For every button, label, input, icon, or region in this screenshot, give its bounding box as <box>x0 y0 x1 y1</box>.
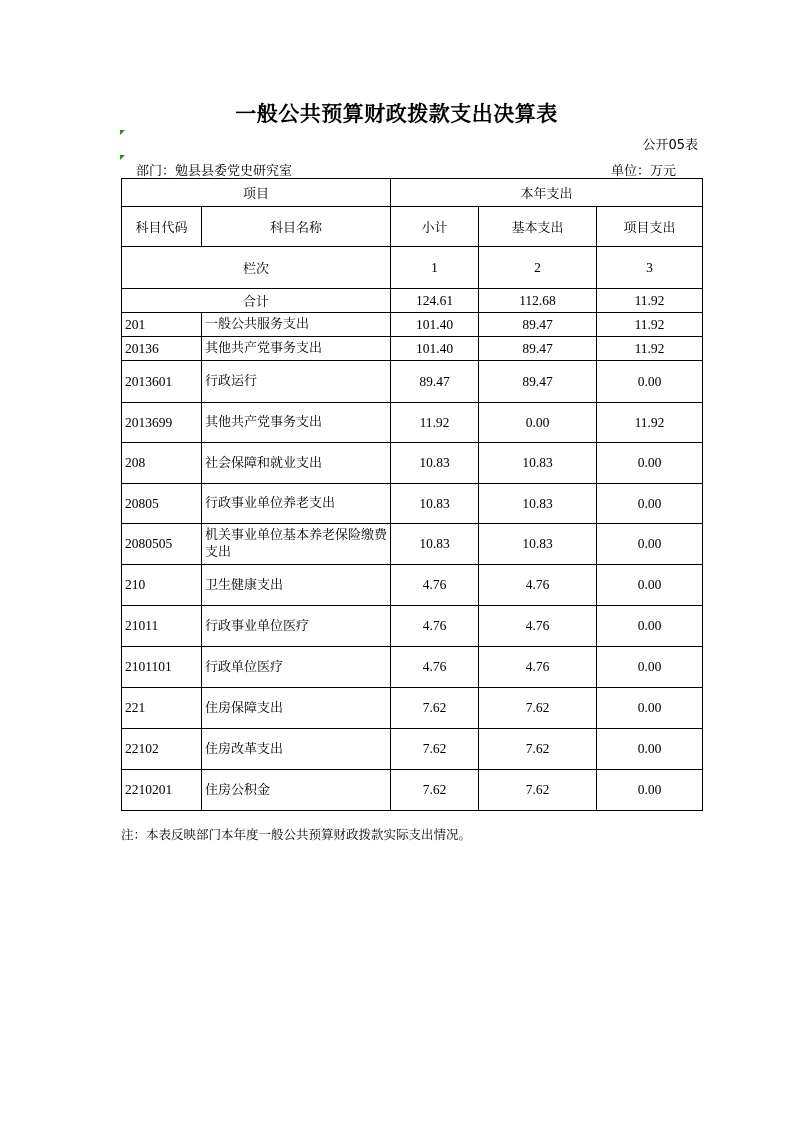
row-subtotal: 7.62 <box>391 770 479 811</box>
header-current-year: 本年支出 <box>391 179 703 207</box>
row-name: 住房公积金 <box>202 770 391 811</box>
row-name: 行政单位医疗 <box>202 647 391 688</box>
row-subtotal: 10.83 <box>391 524 479 565</box>
row-name: 社会保障和就业支出 <box>202 443 391 484</box>
total-basic: 112.68 <box>479 289 597 313</box>
header-project-expense: 项目支出 <box>597 207 703 247</box>
row-basic: 7.62 <box>479 688 597 729</box>
row-name: 住房保障支出 <box>202 688 391 729</box>
department-label: 部门：勉县县委党史研究室 <box>136 164 293 179</box>
footnote: 注：本表反映部门本年度一般公共预算财政拨款实际支出情况。 <box>121 827 472 842</box>
row-project: 0.00 <box>597 361 703 403</box>
row-basic: 10.83 <box>479 524 597 565</box>
row-basic: 89.47 <box>479 337 597 361</box>
row-project: 0.00 <box>597 565 703 606</box>
total-row <box>122 289 703 313</box>
row-subtotal: 101.40 <box>391 313 479 337</box>
row-code: 2080505 <box>122 524 202 565</box>
row-project: 11.92 <box>597 313 703 337</box>
column-number-2: 2 <box>479 247 597 289</box>
total-subtotal: 124.61 <box>391 289 479 313</box>
cell-marker-icon <box>120 155 125 160</box>
row-basic: 4.76 <box>479 606 597 647</box>
row-subtotal: 7.62 <box>391 729 479 770</box>
total-project: 11.92 <box>597 289 703 313</box>
table-row <box>122 770 703 811</box>
row-subtotal: 11.92 <box>391 403 479 443</box>
table-row <box>122 688 703 729</box>
row-basic: 10.83 <box>479 443 597 484</box>
row-project: 11.92 <box>597 337 703 361</box>
table-row <box>122 606 703 647</box>
row-project: 11.92 <box>597 403 703 443</box>
table-row <box>122 484 703 524</box>
row-name: 行政运行 <box>202 361 391 403</box>
header-name: 科目名称 <box>202 207 391 247</box>
row-code: 221 <box>122 688 202 729</box>
page-title: 一般公共预算财政拨款支出决算表 <box>235 102 558 126</box>
table-row <box>122 729 703 770</box>
row-subtotal: 7.62 <box>391 688 479 729</box>
row-basic: 0.00 <box>479 403 597 443</box>
row-name: 其他共产党事务支出 <box>202 337 391 361</box>
row-code: 22102 <box>122 729 202 770</box>
header-column-order: 栏次 <box>122 247 391 289</box>
column-number-1: 1 <box>391 247 479 289</box>
total-label: 合计 <box>122 289 391 313</box>
row-basic: 89.47 <box>479 313 597 337</box>
row-subtotal: 10.83 <box>391 443 479 484</box>
row-project: 0.00 <box>597 524 703 565</box>
row-code: 201 <box>122 313 202 337</box>
row-name: 一般公共服务支出 <box>202 313 391 337</box>
expenditure-table <box>121 178 703 811</box>
row-subtotal: 4.76 <box>391 647 479 688</box>
header-project: 项目 <box>122 179 391 207</box>
header-code: 科目代码 <box>122 207 202 247</box>
row-code: 20805 <box>122 484 202 524</box>
row-basic: 4.76 <box>479 647 597 688</box>
row-subtotal: 89.47 <box>391 361 479 403</box>
row-basic: 4.76 <box>479 565 597 606</box>
row-subtotal: 4.76 <box>391 565 479 606</box>
table-row <box>122 403 703 443</box>
row-basic: 89.47 <box>479 361 597 403</box>
table-row <box>122 524 703 565</box>
header-basic: 基本支出 <box>479 207 597 247</box>
row-code: 2013601 <box>122 361 202 403</box>
row-code: 2210201 <box>122 770 202 811</box>
row-name: 行政事业单位养老支出 <box>202 484 391 524</box>
row-code: 21011 <box>122 606 202 647</box>
row-project: 0.00 <box>597 688 703 729</box>
row-code: 20136 <box>122 337 202 361</box>
row-basic: 7.62 <box>479 770 597 811</box>
column-number-3: 3 <box>597 247 703 289</box>
cell-marker-icon <box>120 130 125 135</box>
row-code: 208 <box>122 443 202 484</box>
row-project: 0.00 <box>597 729 703 770</box>
row-project: 0.00 <box>597 770 703 811</box>
row-project: 0.00 <box>597 443 703 484</box>
table-tag: 公开05表 <box>642 138 698 153</box>
row-code: 210 <box>122 565 202 606</box>
row-name: 机关事业单位基本养老保险缴费支出 <box>202 524 391 565</box>
row-name: 住房改革支出 <box>202 729 391 770</box>
row-project: 0.00 <box>597 606 703 647</box>
row-project: 0.00 <box>597 647 703 688</box>
table-row <box>122 313 703 337</box>
row-name: 卫生健康支出 <box>202 565 391 606</box>
row-basic: 7.62 <box>479 729 597 770</box>
unit-label: 单位：万元 <box>611 164 677 179</box>
row-subtotal: 4.76 <box>391 606 479 647</box>
row-basic: 10.83 <box>479 484 597 524</box>
row-subtotal: 101.40 <box>391 337 479 361</box>
row-project: 0.00 <box>597 484 703 524</box>
row-subtotal: 10.83 <box>391 484 479 524</box>
header-subtotal: 小计 <box>391 207 479 247</box>
row-name: 其他共产党事务支出 <box>202 403 391 443</box>
table-row <box>122 647 703 688</box>
table-row <box>122 361 703 403</box>
row-code: 2013699 <box>122 403 202 443</box>
row-name: 行政事业单位医疗 <box>202 606 391 647</box>
table-row <box>122 443 703 484</box>
table-row <box>122 565 703 606</box>
table-row <box>122 337 703 361</box>
row-code: 2101101 <box>122 647 202 688</box>
